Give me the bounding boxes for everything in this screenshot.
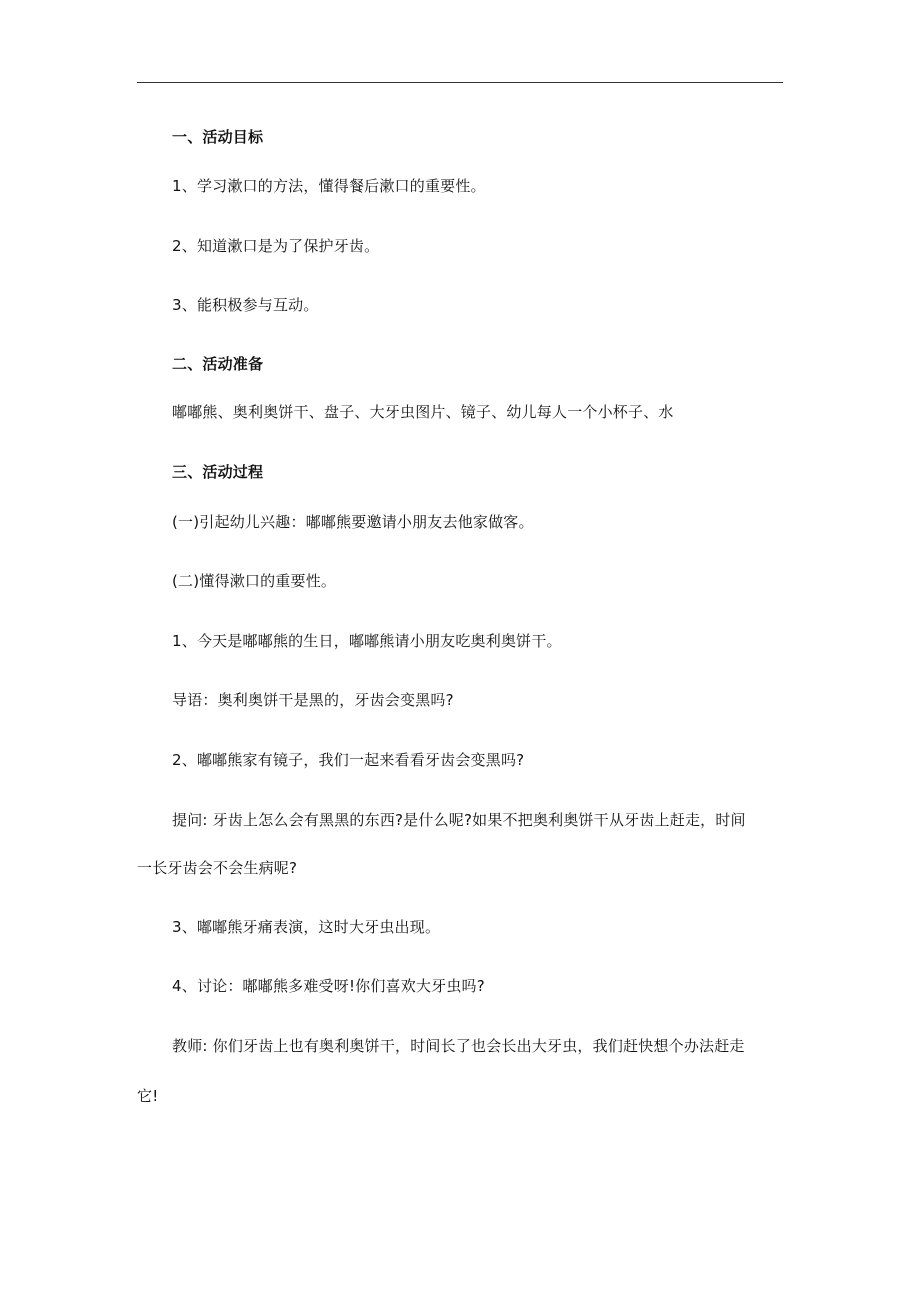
goal-item-1: 1、学习漱口的方法，懂得餐后漱口的重要性。 [172,177,486,195]
heading-activity-preparation: 二、活动准备 [172,355,264,373]
process-line-1: (一)引起幼儿兴趣：嘟嘟熊要邀请小朋友去他家做客。 [172,513,534,531]
goal-item-3: 3、能积极参与互动。 [172,296,319,314]
process-line-5: 2、嘟嘟熊家有镜子，我们一起来看看牙齿会变黑吗? [172,751,525,769]
heading-activity-goals: 一、活动目标 [172,128,264,146]
goal-item-2: 2、知道漱口是为了保护牙齿。 [172,237,380,255]
process-line-9: 教师: 你们牙齿上也有奥利奥饼干，时间长了也会长出大牙虫，我们赶快想个办法赶走 [172,1037,745,1055]
heading-activity-process: 三、活动过程 [172,463,264,481]
process-line-3: 1、今天是嘟嘟熊的生日，嘟嘟熊请小朋友吃奥利奥饼干。 [172,632,562,650]
process-line-2: (二)懂得漱口的重要性。 [172,572,337,590]
process-line-4: 导语：奥利奥饼干是黑的，牙齿会变黑吗? [172,691,454,709]
process-line-8: 4、讨论：嘟嘟熊多难受呀!你们喜欢大牙虫吗? [172,977,485,995]
top-divider [137,82,783,83]
process-line-9-continued: 它! [137,1087,159,1105]
process-line-6-continued: 一长牙齿会不会生病呢? [137,859,298,877]
preparation-content: 嘟嘟熊、奥利奥饼干、盘子、大牙虫图片、镜子、幼儿每人一个小杯子、水 [172,403,674,421]
process-line-7: 3、嘟嘟熊牙痛表演，这时大牙虫出现。 [172,918,441,936]
process-line-6: 提问: 牙齿上怎么会有黑黑的东西?是什么呢?如果不把奥利奥饼干从牙齿上赶走，时间 [172,811,746,829]
